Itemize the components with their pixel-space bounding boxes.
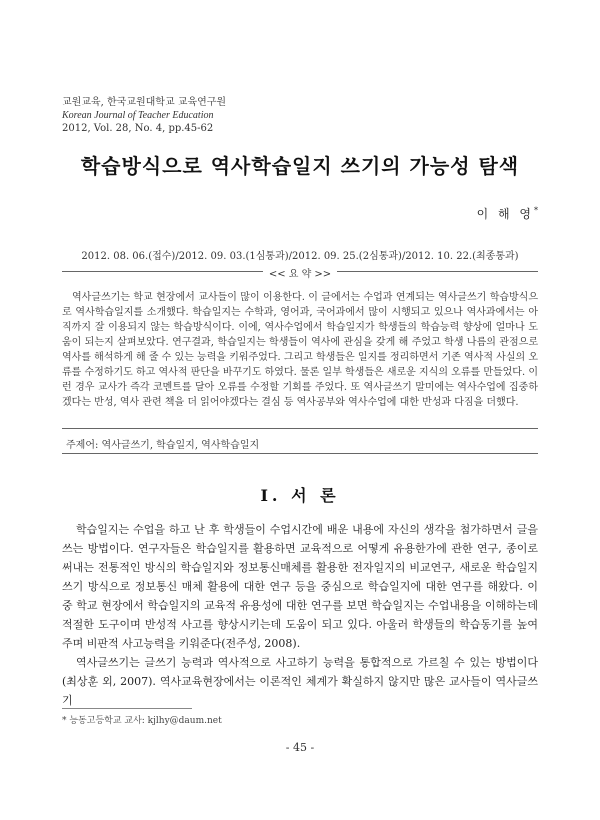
body-paragraph-2: 역사글쓰기는 글쓰기 능력과 역사적으로 사고하기 능력을 통합적으로 가르칠 수 있는 방법이다(최상훈 외, 2007). 역사교육현장에서는 이론적인 체계가 확실하지 않지만 많은 교사들이 역사글쓰기 <box>62 656 538 707</box>
section-heading: Ⅰ. 서 론 <box>260 486 340 505</box>
volume-line: 2012, Vol. 28, No. 4, pp.45-62 <box>62 123 214 134</box>
summary-heading-text: << 요 약 >> <box>263 269 337 280</box>
journal-header <box>62 96 226 135</box>
keywords-bottom-rule <box>62 453 538 454</box>
journal-name: Korean Journal of Teacher Education <box>62 110 214 121</box>
body-text <box>62 520 538 710</box>
publisher-line: 교원교육, 한국교원대학교 교육연구원 <box>62 97 227 108</box>
paper-title: 학습방식으로 역사학습일지 쓰기의 가능성 탐색 <box>80 154 520 178</box>
author-footnote-mark: * <box>534 206 538 215</box>
page-number: - 45 - <box>285 741 315 754</box>
submission-dates: 2012. 08. 06.(접수)/2012. 09. 03.(1심통과)/2012. 09. 25.(2심통과)/2012. 10. 22.(최종통과) <box>81 251 519 262</box>
author-text: 이 해 영 <box>476 207 534 221</box>
abstract-text: 역사글쓰기는 학교 현장에서 교사들이 많이 이용한다. 이 글에서는 수업과 연계되는 역사글쓰기 학습방식으로 역사학습일지를 소개했다. 학습일지는 수학과, 영어과, 국어과에서 많이 시행되고 있으나 역사과에서는 아직까지 잘 이용되지 않는 학습방식이다. 이에, 역사수업에서 학습일지가 학생들의 학습능력 향상에 얼마나 도움이 되는지 살펴보았다. 연구결과, 학습일지는 학생들이 역사에 관심을 갖게 해 주었고 학생 나름의 관점으로 역사를 해석하게 해 줄 수 있는 능력을 키워주었다. 그리고 학생들은 일지를 정리하면서 기존 역사적 사실의 오류를 수정하기도 하고 역사적 판단을 바꾸기도 하였다. 물론 일부 학생들은 새로운 지식의 오류를 만들었다. 이런 경우 교사가 즉각 코멘트를 달아 오류를 수정할 기회를 주었다. 또 역사글쓰기 말미에는 역사수업에 집중하겠다는 반성, 역사 관련 책을 더 읽어야겠다는 결심 등 역사공부와 역사수업에 대한 반성과 다짐을 더했다. <box>62 292 538 408</box>
body-paragraph-1: 학습일지는 수업을 하고 난 후 학생들이 수업시간에 배운 내용에 자신의 생각을 첨가하면서 글을 쓰는 방법이다. 연구자들은 학습일지를 활용하면 교육적으로 어떻게 유용한가에 관한 연구, 종이로 써내는 전통적인 방식의 학습일지와 정보통신매체를 활용한 전자일지의 비교연구, 새로운 학습일지 쓰기 방식으로 정보통신 매체 활용에 대한 연구 등을 중심으로 학습일지에 대한 연구를 해왔다. 이 중 학교 현장에서 학습일지의 교육적 유용성에 대한 연구를 보면 학습일지는 수업내용을 이해하는데 적절한 도구이며 반성적 사고를 향상시키는데 도움이 되고 있다. 아울러 학생들의 학습동기를 높여주며 비판적 사고능력을 키워준다(전주성, 2008). <box>62 523 538 650</box>
summary-heading <box>0 265 600 280</box>
keywords: 주제어: 역사글쓰기, 학습일지, 역사학습일지 <box>66 440 260 451</box>
footnote: * 능동고등학교 교사: kjlhy@daum.net <box>62 716 222 726</box>
footnote-rule <box>62 708 192 709</box>
author-name <box>477 205 538 222</box>
keywords-top-rule <box>62 428 538 429</box>
